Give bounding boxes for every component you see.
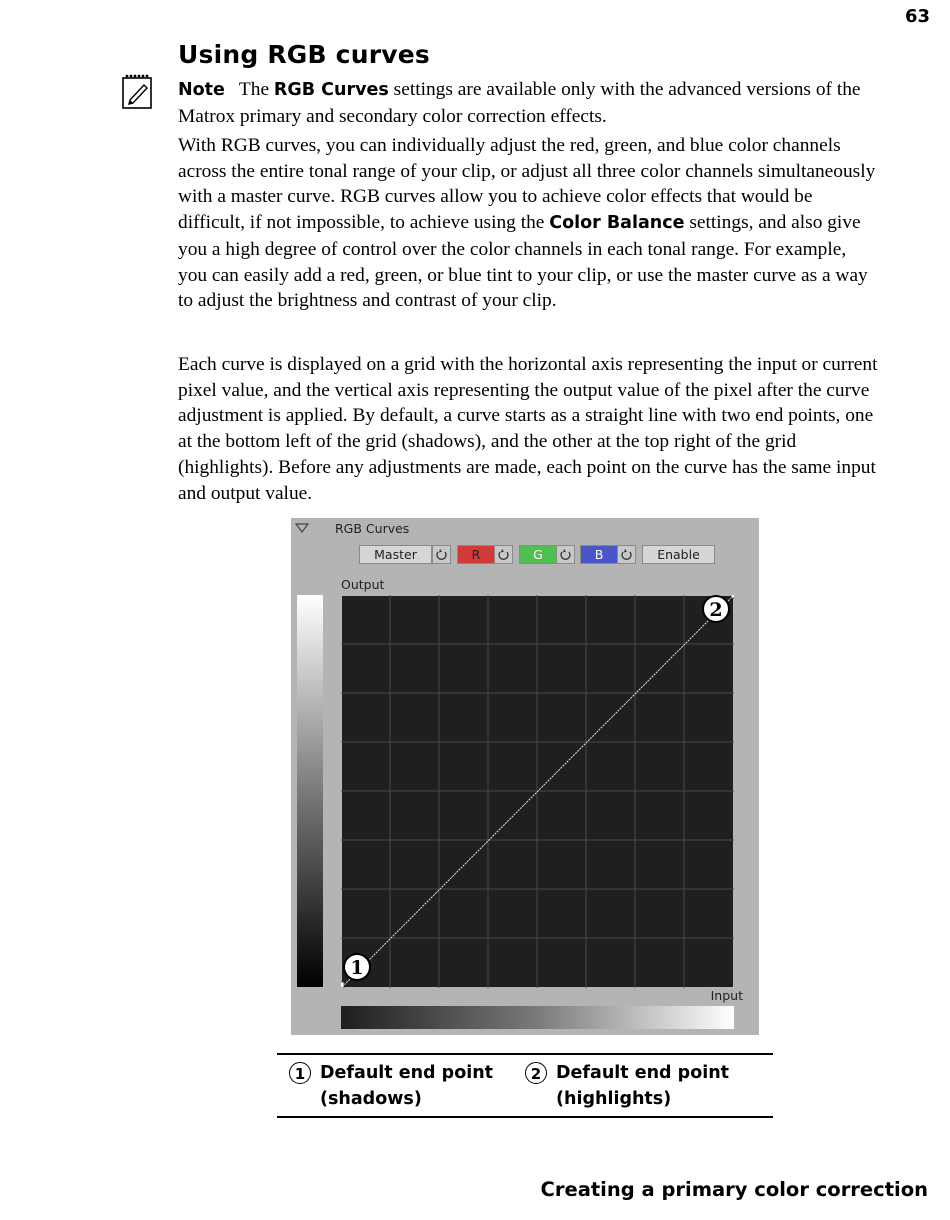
- blue-reset-icon[interactable]: [617, 545, 636, 564]
- legend-text-2: [556, 1060, 729, 1112]
- note-text-end: settings are available only with the advanced versions of the Matrox primary and secondary color correction effects.: [178, 79, 861, 127]
- note-bold-term: RGB Curves: [273, 80, 389, 100]
- curve-grid-paragraph: Each curve is displayed on a grid with the horizontal axis representing the input or current pixel value, and the vertical axis representing the output value of the pixel after the curve adjustment is applied. By default, a curve starts as a straight line with two end points, one at the bottom left of the grid (shadows), and the other at the top right of the grid (highlights). Before any adjustments are made, each point on the curve has the same input and output value.: [178, 354, 878, 504]
- callout-1: [344, 954, 370, 980]
- note-pencil-icon: [120, 72, 154, 110]
- note-label: Note: [178, 80, 225, 100]
- paragraph1-bold-term: Color Balance: [549, 213, 685, 234]
- blue-channel-button[interactable]: B: [580, 545, 618, 564]
- intro-paragraph: [178, 133, 878, 314]
- legend-text-1: [320, 1060, 493, 1112]
- rgb-curves-panel: [291, 518, 759, 1035]
- output-axis-label: Output: [341, 577, 385, 592]
- footer-chapter-title: Creating a primary color correction: [540, 1178, 928, 1201]
- callout-1-number: 1: [350, 957, 364, 979]
- curve-graph: [341, 595, 734, 988]
- note-block: [178, 77, 878, 129]
- green-channel-button[interactable]: G: [519, 545, 557, 564]
- legend-number-2: 2: [525, 1062, 547, 1084]
- section-title: Using RGB curves: [178, 40, 430, 69]
- legend-number-1: 1: [289, 1062, 311, 1084]
- callout-2-number: 2: [709, 599, 723, 621]
- curve-grid[interactable]: [341, 595, 734, 988]
- page-number: 63: [904, 6, 930, 27]
- master-reset-icon[interactable]: [432, 545, 451, 564]
- green-reset-icon[interactable]: [556, 545, 575, 564]
- enable-button[interactable]: Enable: [642, 545, 715, 564]
- red-channel-button[interactable]: R: [457, 545, 495, 564]
- legend-2-line1: Default end point: [556, 1063, 730, 1083]
- paragraph1-start: With RGB curves, you can individually adjust the red, green, and blue color channels across the entire tonal range of your clip, or adjust all three color channels simultaneously with a master curve. RGB curves allow you to achieve color effects that would be difficult, if not impossible, to achieve using the: [178, 135, 876, 234]
- output-gradient-bar: [297, 595, 323, 987]
- callout-2: [703, 596, 729, 622]
- legend-2-line2: (highlights): [556, 1089, 672, 1109]
- input-gradient-bar: [341, 1006, 734, 1029]
- input-axis-label: Input: [710, 988, 743, 1003]
- paragraph1-end: settings, and also give you a high degree of control over the color channels in each tonal range. For example, you can easily add a red, green, or blue tint to your clip, or use the master curve as a way to adjust the brightness and contrast of your clip.: [178, 212, 868, 312]
- collapse-triangle-icon[interactable]: [295, 522, 309, 534]
- master-button[interactable]: Master: [359, 545, 432, 564]
- note-text-start: The: [238, 79, 274, 100]
- panel-title: RGB Curves: [335, 521, 410, 536]
- legend-1-line2: (shadows): [320, 1089, 422, 1109]
- red-reset-icon[interactable]: [494, 545, 513, 564]
- highlights-end-point[interactable]: [731, 595, 734, 598]
- legend-1-line1: Default end point: [320, 1063, 494, 1083]
- callout-legend: [277, 1053, 773, 1118]
- shadows-end-point[interactable]: [341, 982, 344, 988]
